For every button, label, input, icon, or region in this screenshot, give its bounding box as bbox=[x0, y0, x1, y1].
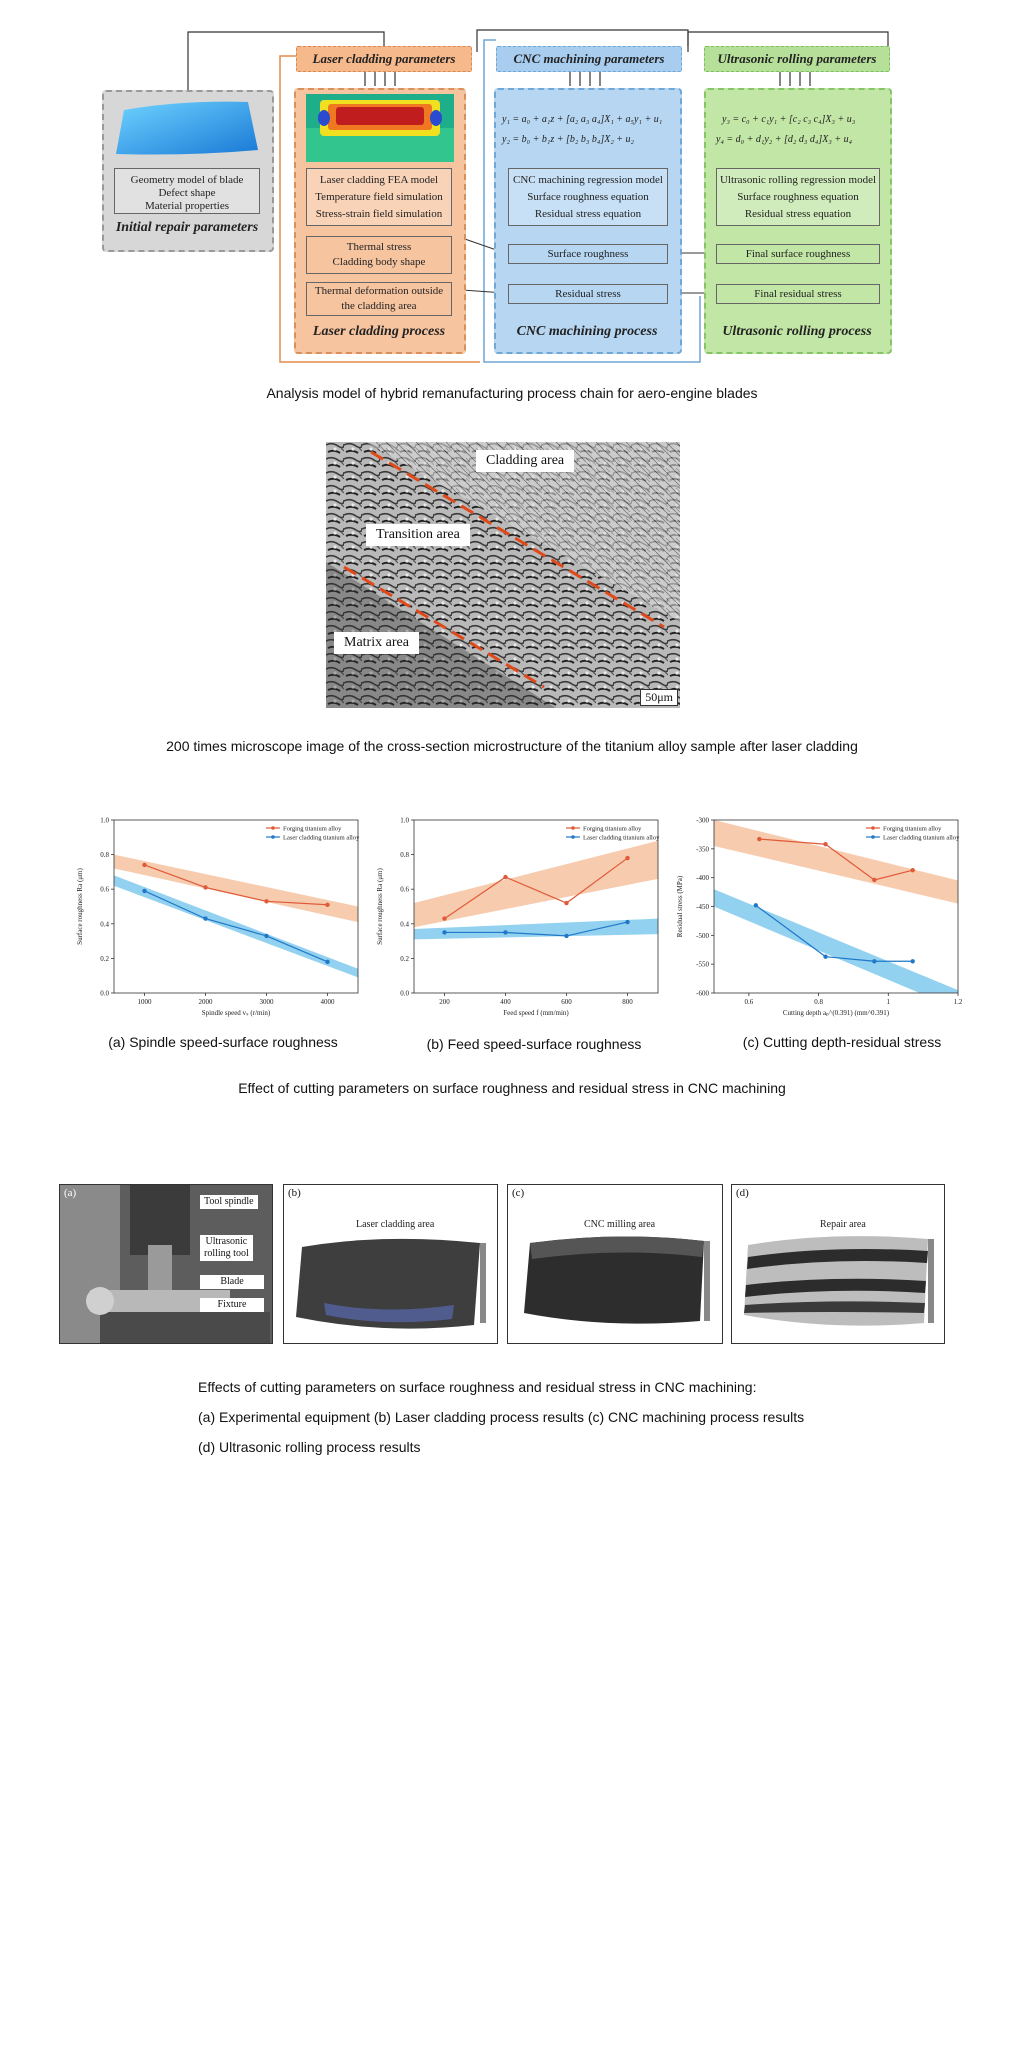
photo-d-label: Repair area bbox=[820, 1219, 866, 1230]
tag-blade: Blade bbox=[200, 1275, 264, 1289]
legend-label: Forging titanium alloy bbox=[283, 825, 342, 833]
photo-d-letter: (d) bbox=[736, 1187, 749, 1199]
y-tick-label: 0.4 bbox=[100, 920, 109, 929]
x-tick-label: 1 bbox=[886, 998, 891, 1006]
confidence-band-0 bbox=[714, 820, 958, 904]
photo-b-letter: (b) bbox=[288, 1187, 301, 1199]
y-tick-label: -450 bbox=[696, 903, 709, 911]
y-tick-label: 1.0 bbox=[100, 816, 109, 825]
laser-deform-line-2: the cladding area bbox=[341, 300, 417, 312]
x-tick-label: 0.6 bbox=[744, 998, 754, 1006]
data-point-0 bbox=[325, 903, 329, 907]
cnc-model-box bbox=[508, 168, 668, 226]
y-tick-label: -400 bbox=[696, 874, 709, 883]
data-point-1 bbox=[325, 960, 329, 964]
photo-experimental-equipment bbox=[59, 1184, 273, 1344]
y-axis-label: Surface roughness Ra (μm) bbox=[76, 868, 84, 945]
data-point-1 bbox=[564, 934, 568, 938]
laser-deform-line-1: Thermal deformation outside bbox=[314, 285, 444, 297]
initial-title: Initial repair parameters bbox=[115, 220, 259, 235]
legend-label: Forging titanium alloy bbox=[883, 825, 942, 833]
data-point-1 bbox=[872, 959, 876, 963]
laser-fea-line-1: Laser cladding FEA model bbox=[319, 174, 439, 186]
chart-c-caption: (c) Cutting depth-residual stress bbox=[742, 1034, 942, 1050]
data-point-1 bbox=[910, 959, 914, 963]
laser-title: Laser cladding process bbox=[312, 324, 446, 339]
data-point-1 bbox=[264, 934, 268, 938]
data-point-0 bbox=[142, 863, 146, 867]
scale-bar: 50μm bbox=[640, 689, 678, 706]
laser-stress-box bbox=[306, 236, 452, 274]
photo-a-letter: (a) bbox=[64, 1187, 77, 1199]
legend-swatch-point bbox=[871, 826, 875, 830]
data-point-0 bbox=[203, 885, 207, 889]
rolling-roughness-box: Final surface roughness bbox=[716, 244, 880, 264]
y-axis-label: Residual stress (MPa) bbox=[676, 875, 684, 938]
data-point-1 bbox=[754, 903, 758, 907]
legend-label: Laser cladding titanium alloy bbox=[583, 834, 660, 842]
figure3-caption: Effect of cutting parameters on surface roughness and residual stress in CNC machining bbox=[238, 1080, 786, 1096]
chart-cutting-depth bbox=[668, 808, 978, 1023]
legend-swatch-point bbox=[271, 826, 275, 830]
data-point-1 bbox=[142, 889, 146, 893]
rolling-title: Ultrasonic rolling process bbox=[722, 324, 872, 339]
cnc-title: CNC machining process bbox=[516, 324, 658, 339]
data-point-0 bbox=[872, 878, 876, 882]
data-point-1 bbox=[823, 954, 827, 958]
chart-feed-speed bbox=[368, 808, 678, 1023]
laser-stress-line-1: Thermal stress bbox=[346, 241, 412, 253]
legend-label: Laser cladding titanium alloy bbox=[283, 834, 360, 842]
y-tick-label: 0.8 bbox=[100, 851, 109, 860]
x-tick-label: 200 bbox=[439, 998, 450, 1006]
laser-fea-line-3: Stress-strain field simulation bbox=[315, 208, 443, 220]
rolling-model-line-3: Residual stress equation bbox=[744, 208, 852, 220]
figure4-caption-line2: (a) Experimental equipment (b) Laser cladding process results (c) CNC machining process results bbox=[198, 1409, 805, 1425]
figure2-caption: 200 times microscope image of the cross-section microstructure of the titanium alloy sample after laser cladding bbox=[166, 738, 858, 754]
rolling-equation-1: y₃ = c₀ + c₁y₁ + [c₂ c₃ c₄]X₃ + u₃ bbox=[722, 114, 856, 125]
cnc-model-line-3: Residual stress equation bbox=[534, 208, 642, 220]
laser-cladding-panel bbox=[294, 88, 466, 354]
legend-label: Laser cladding titanium alloy bbox=[883, 834, 960, 842]
data-point-0 bbox=[910, 868, 914, 872]
rolling-model-box bbox=[716, 168, 880, 226]
x-axis-label: Feed speed f (mm/min) bbox=[503, 1009, 569, 1017]
tag-fixture: Fixture bbox=[200, 1298, 264, 1312]
figure4-caption-line1: Effects of cutting parameters on surface roughness and residual stress in CNC machining: bbox=[198, 1379, 757, 1395]
initial-line-3: Material properties bbox=[145, 200, 229, 212]
rolling-residual-box: Final residual stress bbox=[716, 284, 880, 304]
y-tick-label: 0.8 bbox=[400, 851, 409, 860]
cnc-roughness-box: Surface roughness bbox=[508, 244, 668, 264]
y-tick-label: -300 bbox=[696, 816, 709, 825]
data-point-0 bbox=[264, 899, 268, 903]
cnc-machining-panel bbox=[494, 88, 682, 354]
x-tick-label: 0.8 bbox=[814, 998, 823, 1006]
tag-tool-spindle: Tool spindle bbox=[200, 1195, 258, 1209]
rolling-params-header: Ultrasonic rolling parameters bbox=[704, 46, 890, 72]
confidence-band-1 bbox=[414, 919, 658, 940]
y-tick-label: -600 bbox=[696, 989, 709, 998]
rolled-blade-art bbox=[732, 1185, 945, 1344]
cnc-equation-1: y₁ = a₀ + a₁z + [a₂ a₃ a₄]X₁ + a₅y₁ + u₁ bbox=[502, 114, 663, 125]
y-tick-label: 0.4 bbox=[400, 920, 409, 929]
data-point-0 bbox=[442, 916, 446, 920]
x-tick-label: 600 bbox=[561, 998, 572, 1006]
confidence-band-1 bbox=[714, 889, 958, 1009]
y-axis-label: Surface roughness Ra (μm) bbox=[376, 868, 384, 945]
cnc-residual-box: Residual stress bbox=[508, 284, 668, 304]
data-point-0 bbox=[625, 856, 629, 860]
x-tick-label: 400 bbox=[500, 998, 511, 1006]
data-point-1 bbox=[203, 916, 207, 920]
confidence-band-0 bbox=[114, 855, 358, 922]
data-point-0 bbox=[757, 837, 761, 841]
y-tick-label: 0.0 bbox=[100, 989, 109, 998]
y-tick-label: -500 bbox=[696, 931, 709, 940]
chart-spindle-speed bbox=[68, 808, 378, 1023]
y-tick-label: -550 bbox=[696, 960, 709, 969]
y-tick-label: 0.6 bbox=[400, 885, 409, 894]
data-point-0 bbox=[823, 842, 827, 846]
laser-fea-line-2: Temperature field simulation bbox=[315, 191, 443, 203]
x-tick-label: 1000 bbox=[137, 998, 152, 1006]
photo-laser-cladding-result bbox=[283, 1184, 498, 1344]
y-tick-label: 0.6 bbox=[100, 885, 109, 894]
clad-blade-art bbox=[284, 1185, 498, 1344]
y-tick-label: 0.2 bbox=[400, 954, 409, 963]
photo-c-label: CNC milling area bbox=[584, 1219, 656, 1230]
data-point-0 bbox=[503, 875, 507, 879]
photo-c-letter: (c) bbox=[512, 1187, 525, 1199]
initial-params-box bbox=[114, 168, 260, 214]
legend-swatch-point bbox=[571, 835, 575, 839]
data-point-0 bbox=[564, 901, 568, 905]
matrix-area-label: Matrix area bbox=[334, 632, 419, 654]
transition-area-label: Transition area bbox=[366, 524, 470, 546]
y-tick-label: 1.0 bbox=[400, 816, 409, 825]
data-point-1 bbox=[625, 920, 629, 924]
laser-deformation-box bbox=[306, 282, 452, 316]
legend-swatch-point bbox=[871, 835, 875, 839]
x-axis-label: Cutting depth aₚ^(0.391) (mm^0.391) bbox=[782, 1009, 890, 1017]
rolling-model-line-1: Ultrasonic rolling regression model bbox=[719, 174, 877, 186]
cnc-model-line-2: Surface roughness equation bbox=[527, 191, 649, 203]
legend-swatch-point bbox=[571, 826, 575, 830]
data-point-1 bbox=[503, 930, 507, 934]
ultrasonic-rolling-panel bbox=[704, 88, 892, 354]
figure1-caption: Analysis model of hybrid remanufacturing process chain for aero-engine blades bbox=[266, 385, 758, 401]
tag-ultrasonic-rolling-tool: Ultrasonic rolling tool bbox=[200, 1235, 253, 1261]
x-tick-label: 800 bbox=[622, 998, 633, 1006]
cnc-params-header: CNC machining parameters bbox=[496, 46, 682, 72]
legend-swatch-point bbox=[271, 835, 275, 839]
initial-line-1: Geometry model of blade bbox=[130, 174, 244, 186]
microstructure-image bbox=[326, 442, 680, 708]
x-axis-label: Spindle speed vₛ (r/min) bbox=[201, 1009, 271, 1017]
photo-b-label: Laser cladding area bbox=[356, 1219, 435, 1230]
y-tick-label: 0.2 bbox=[100, 954, 109, 963]
cnc-model-line-1: CNC machining regression model bbox=[512, 174, 663, 186]
fea-heat-map-icon bbox=[306, 94, 454, 162]
initial-line-2: Defect shape bbox=[158, 187, 216, 199]
x-tick-label: 1.2 bbox=[953, 998, 963, 1006]
rolling-equation-2: y₄ = d₀ + d₁y₂ + [d₂ d₃ d₄]X₃ + u₄ bbox=[716, 134, 853, 145]
cladding-area-label: Cladding area bbox=[476, 450, 574, 472]
data-point-1 bbox=[442, 930, 446, 934]
legend-label: Forging titanium alloy bbox=[583, 825, 642, 833]
cnc-equation-2: y₂ = b₀ + b₁z + [b₂ b₃ b₄]X₂ + u₂ bbox=[502, 134, 635, 145]
laser-stress-line-2: Cladding body shape bbox=[332, 256, 426, 268]
x-tick-label: 2000 bbox=[198, 998, 213, 1006]
photo-ultrasonic-rolling-result bbox=[731, 1184, 945, 1344]
rolling-model-line-2: Surface roughness equation bbox=[737, 191, 859, 203]
x-tick-label: 4000 bbox=[320, 998, 335, 1006]
milled-blade-art bbox=[508, 1185, 723, 1344]
figure4-caption-line3: (d) Ultrasonic rolling process results bbox=[198, 1439, 421, 1455]
laser-fea-box bbox=[306, 168, 452, 226]
chart-b-caption: (b) Feed speed-surface roughness bbox=[426, 1036, 642, 1052]
blade-model-icon bbox=[112, 98, 262, 160]
initial-repair-panel bbox=[102, 90, 274, 252]
chart-a-caption: (a) Spindle speed-surface roughness bbox=[108, 1034, 338, 1050]
y-tick-label: 0.0 bbox=[400, 989, 409, 998]
y-tick-label: -350 bbox=[696, 845, 709, 854]
laser-params-header: Laser cladding parameters bbox=[296, 46, 472, 72]
micrograph-texture bbox=[326, 442, 680, 708]
x-tick-label: 3000 bbox=[259, 998, 274, 1006]
photo-cnc-milling-result bbox=[507, 1184, 723, 1344]
